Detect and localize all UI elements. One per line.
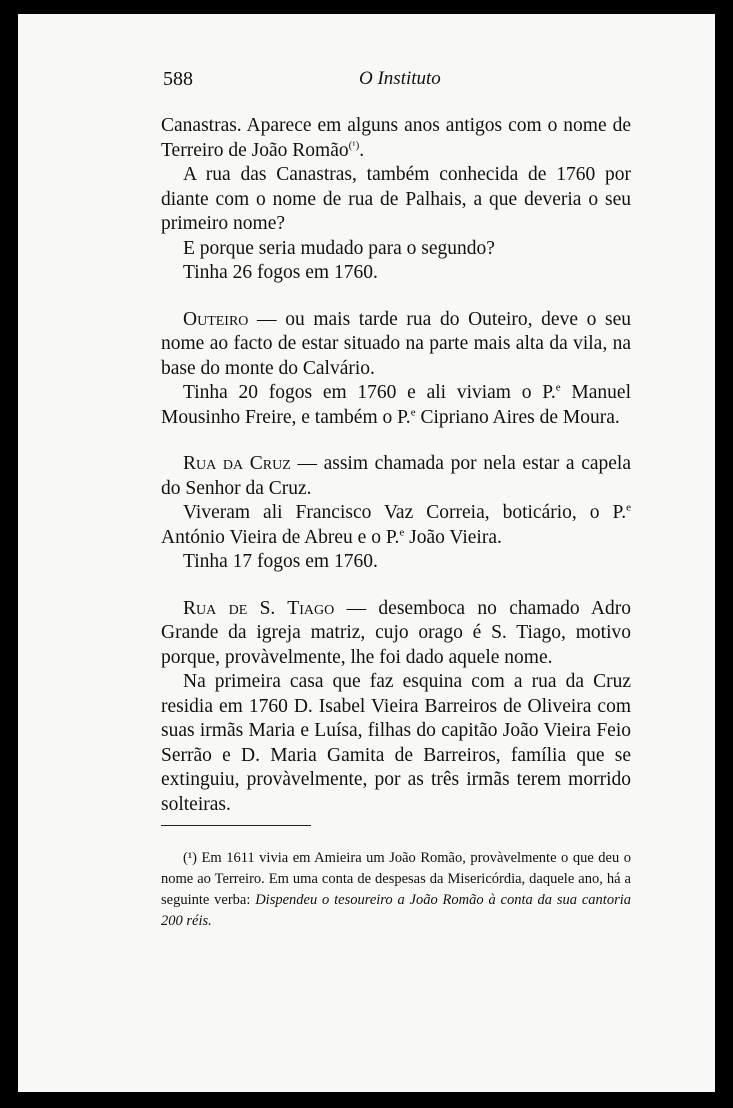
superscript: e xyxy=(399,526,405,538)
street-name: Rua da Cruz xyxy=(183,453,291,474)
paragraph: Tinha 26 fogos em 1760. xyxy=(183,262,378,283)
body-text xyxy=(161,114,631,817)
paragraph-text: Viveram ali Francisco Vaz Correia, boticário, o P. xyxy=(183,502,627,523)
paragraph: A rua das Canastras, também conhecida de 1760 por diante com o nome de rua de Palhais, a que deveria o seu primeiro nome? xyxy=(161,164,631,234)
superscript: e xyxy=(555,381,561,394)
footnote-divider xyxy=(161,825,311,826)
paragraph-text: João Vieira. xyxy=(404,526,502,548)
paragraph-text: Manuel Mousinho Freire, e também o P. xyxy=(161,382,631,428)
footnote xyxy=(161,848,631,932)
paragraph: E porque seria mudado para o segundo? xyxy=(183,237,495,259)
footnote-text xyxy=(161,848,631,932)
paragraph-text: — ou mais tarde rua do Outeiro, deve o seu nome ao facto de estar situado na parte mais alta da vila, na base do monte do Calvário. xyxy=(161,308,631,379)
paragraph-text: Em 1611 vivia em Amieira um João Romão, provàvelmente o que deu o nome ao Terreiro. Em uma conta de despesas da Misericórdia, daquele ano, há a seguinte verba: xyxy=(161,850,631,908)
paragraph xyxy=(161,308,631,382)
paragraph xyxy=(161,452,631,501)
paragraph-text: António Vieira de Abreu e o P. xyxy=(161,526,400,548)
paragraph-text: — desemboca no chamado Adro Grande da igreja matriz, cujo orago é S. Tiago, motivo porque, provàvelmente, lhe foi dado aquele nome. xyxy=(161,597,631,668)
street-name: Outeiro xyxy=(183,308,249,330)
footnote-marker: (¹) xyxy=(183,850,198,866)
street-name: Rua de S. Tiago xyxy=(183,597,335,619)
paragraph xyxy=(161,381,631,430)
paragraph xyxy=(161,501,631,550)
paragraph-text: Canastras. Aparece em alguns anos antigos com o nome de Terreiro de João Romão xyxy=(161,115,631,161)
page-header xyxy=(163,68,633,96)
paragraph-text: Cipriano Aires de Moura. xyxy=(415,406,620,428)
paragraph xyxy=(161,114,631,163)
paragraph-text: . xyxy=(359,139,365,161)
paragraph-text: Tinha 20 fogos em 1760 e ali viviam o P. xyxy=(183,382,556,403)
footnote-reference: (¹) xyxy=(348,139,360,151)
footnote-quote: Dispendeu o tesoureiro a João Romão à conta da sua cantoria 200 réis. xyxy=(161,892,631,929)
page-number: 588 xyxy=(163,68,193,90)
running-title: O Instituto xyxy=(359,68,441,89)
paragraph xyxy=(161,597,631,671)
paragraph: Na primeira casa que faz esquina com a rua da Cruz residia em 1760 D. Isabel Vieira Barreiros de Oliveira com suas irmãs Maria e Luísa, filhas do capitão João Vieira Feio Serrão e D. Maria Gamita de Barreiros, família que se extinguiu, provàvelmente, por as três irmãs terem morrido solteiras. xyxy=(161,671,631,815)
superscript: e xyxy=(410,406,416,418)
paragraph-text: — assim chamada por nela estar a capela do Senhor da Cruz. xyxy=(161,453,631,499)
superscript: e xyxy=(626,501,631,514)
paragraph: Tinha 17 fogos em 1760. xyxy=(183,551,378,572)
